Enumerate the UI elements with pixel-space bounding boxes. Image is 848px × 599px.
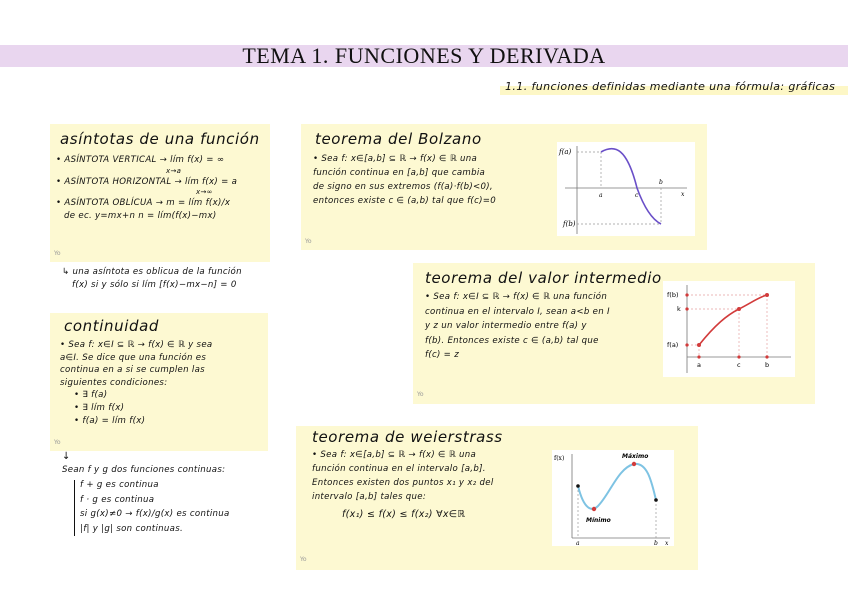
continuidad-line: siguientes condiciones: <box>60 377 168 388</box>
weierstrass-b-label: b <box>654 540 658 546</box>
valor-intermedio-line: continua en el intervalo I, sean a<b en I <box>425 306 610 317</box>
operaciones-text <box>62 464 225 477</box>
continuidad-line: continua en a si se cumplen las <box>60 365 205 376</box>
asintotas-line: • ASÍNTOTA OBLÍCUA → m = lím f(x)/x <box>56 198 231 209</box>
operaciones-line: |f| y |g| son continuas. <box>80 523 184 534</box>
asintotas-note <box>62 266 242 291</box>
operaciones-line: Sean f y g dos funciones continuas: <box>62 465 226 475</box>
asintotas-line: de ec. y=mx+n n = lím(f(x)−mx) <box>64 210 217 221</box>
bolzano-line: • Sea f: x∈[a,b] ⊆ ℝ → f(x) ∈ ℝ una <box>313 154 478 164</box>
valor-intermedio-line: f(b). Entonces existe c ∈ (a,b) tal que <box>425 335 599 346</box>
bolzano-line: función continua en [a,b] que cambia <box>313 168 486 178</box>
page-title: TEMA 1. FUNCIONES Y DERIVADA <box>242 43 606 68</box>
asintotas-note-line: ↳ una asíntota es oblicua de la función <box>62 267 242 277</box>
asintotas-line: • ASÍNTOTA VERTICAL → lím f(x) = ∞ <box>56 155 225 165</box>
valor-intermedio-line: • Sea f: x∈I ⊆ ℝ → f(x) ∈ ℝ una función <box>425 292 608 302</box>
weierstrass-line: Entonces existen dos puntos x₁ y x₂ del <box>312 478 494 488</box>
vi-k-label: k <box>677 305 681 313</box>
valor-intermedio-line: y z un valor intermedio entre f(a) y <box>425 321 587 331</box>
bolzano-line: de signo en sus extremos (f(a)·f(b)<0), <box>313 182 493 192</box>
watermark: Yo <box>417 391 424 398</box>
watermark: Yo <box>300 556 307 563</box>
continuidad-heading: continuidad <box>64 317 159 335</box>
bolzano-fa-label: f(a) <box>559 148 572 156</box>
bolzano-a-label: a <box>599 192 603 199</box>
asintotas-text <box>56 154 237 222</box>
valor-intermedio-graph <box>663 281 795 377</box>
page-subtitle: 1.1. funciones definidas mediante una fórmula: gráficas <box>505 80 836 93</box>
operaciones-line: f · g es continua <box>80 494 155 505</box>
weierstrass-x-label: x <box>665 540 669 546</box>
watermark: Yo <box>54 250 61 257</box>
weierstrass-line: • Sea f: x∈[a,b] ⊆ ℝ → f(x) ∈ ℝ una <box>312 450 477 460</box>
operaciones-line: f + g es continua <box>80 480 159 490</box>
bolzano-heading: teorema del Bolzano <box>315 130 482 148</box>
vi-fa-label: f(a) <box>667 341 679 349</box>
bolzano-c-label: c <box>635 192 639 199</box>
bolzano-text <box>313 152 496 208</box>
weierstrass-card <box>296 426 698 570</box>
weierstrass-a-label: a <box>576 540 580 546</box>
weierstrass-fx-label: f(x) <box>554 455 565 462</box>
asintotas-line: x→a <box>166 166 182 175</box>
continuidad-line: a∈I. Se dice que una función es <box>60 352 207 363</box>
bolzano-card <box>301 124 707 250</box>
valor-intermedio-heading: teorema del valor intermedio <box>425 269 662 287</box>
vi-a-label: a <box>697 361 701 369</box>
vi-c-label: c <box>737 361 741 369</box>
vi-b-label: b <box>765 361 770 369</box>
operaciones-line: si g(x)≠0 → f(x)/g(x) es continua <box>80 509 230 519</box>
continuidad-line: • ∃ f(a) <box>74 390 108 401</box>
weierstrass-text <box>312 448 494 522</box>
weierstrass-max-label: Máximo <box>622 453 649 460</box>
bolzano-x-label: x <box>681 191 685 198</box>
watermark: Yo <box>305 238 312 245</box>
weierstrass-line: intervalo [a,b] tales que: <box>312 492 427 502</box>
weierstrass-line: función continua en el intervalo [a,b]. <box>312 464 486 474</box>
continuidad-line: • ∃ lím f(x) <box>74 402 125 413</box>
valor-intermedio-card <box>413 263 815 404</box>
asintotas-card <box>50 124 270 262</box>
continuidad-text <box>60 339 213 427</box>
asintotas-heading: asíntotas de una función <box>60 130 260 148</box>
weierstrass-line: f(x₁) ≤ f(x) ≤ f(x₂) ∀x∈ℝ <box>342 509 466 520</box>
weierstrass-graph <box>552 450 674 546</box>
vi-fb-label: f(b) <box>667 291 679 299</box>
bolzano-fb-label: f(b) <box>563 220 576 228</box>
continuidad-line: • f(a) = lím f(x) <box>74 415 146 426</box>
weierstrass-heading: teorema de weierstrass <box>312 428 503 446</box>
bolzano-b-label: b <box>659 179 663 186</box>
asintotas-line: x→∞ <box>196 188 213 197</box>
asintotas-line: • ASÍNTOTA HORIZONTAL → lím f(x) = a <box>56 176 238 187</box>
operaciones-list <box>80 478 230 536</box>
valor-intermedio-line: f(c) = z <box>425 350 460 360</box>
down-arrow-icon: ↓ <box>62 451 71 462</box>
bolzano-graph <box>557 142 695 236</box>
continuidad-line: • Sea f: x∈I ⊆ ℝ → f(x) ∈ ℝ y sea <box>60 340 213 350</box>
valor-intermedio-text <box>425 290 610 363</box>
watermark: Yo <box>54 439 61 446</box>
bolzano-line: entonces existe c ∈ (a,b) tal que f(c)=0 <box>313 196 497 206</box>
weierstrass-min-label: Mínimo <box>586 517 611 524</box>
continuidad-card <box>50 313 268 451</box>
asintotas-note-line: f(x) si y sólo si lím [f(x)−mx−n] = 0 <box>72 279 237 290</box>
